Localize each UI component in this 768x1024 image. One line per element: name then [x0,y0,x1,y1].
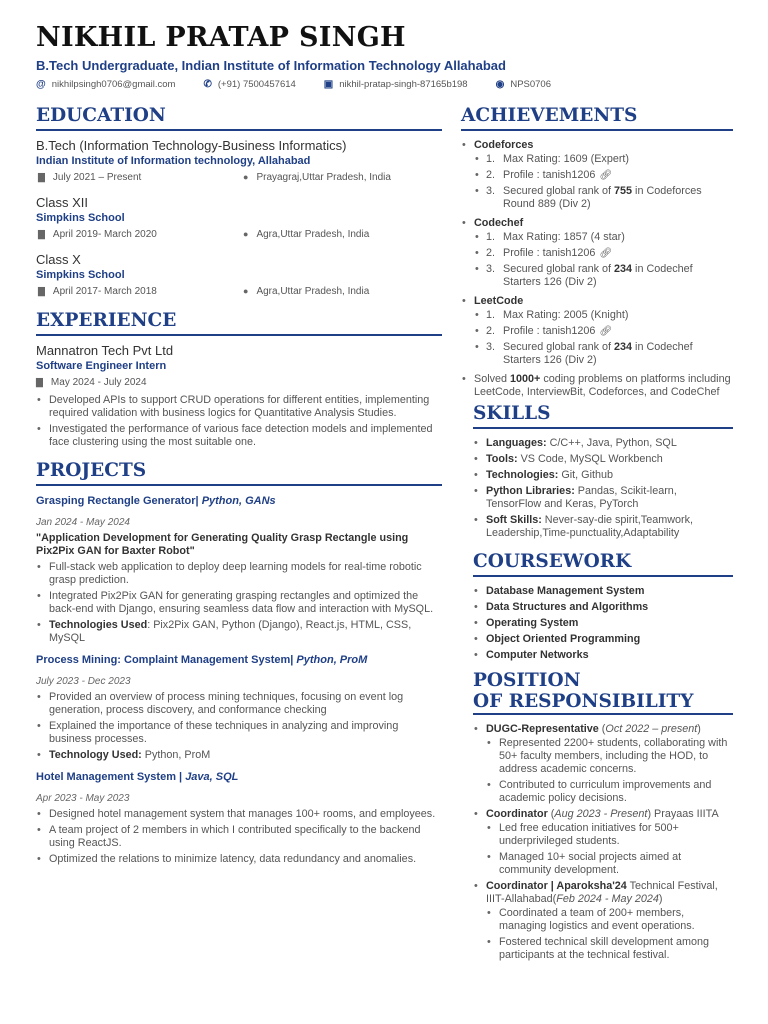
list-item: • Full-stack web application to deploy deep learning models for real-time robotic grasp prediction. [36,561,442,587]
experience-bullets [36,394,442,449]
used-value: Python, ProM [141,749,211,761]
link-icon[interactable]: 🔗︎ [599,170,613,181]
skill-label: Technologies: [486,469,559,481]
list-item: • Developed APIs to support CRUD operations for different entities, implementing required validation with business logics for Quantitative Analysis Studies. [36,394,442,420]
linkedin-icon: ▣ [323,79,334,90]
achievement-details [474,153,733,211]
section-title-skills: SKILLS [473,402,733,429]
list-item: • Designed hotel management system that manages 100+ rooms, and employees. [36,808,442,821]
education-institution: Indian Institute of Information technology, Allahabad [36,155,311,167]
project-name: Process Mining: Complaint Management System| [36,654,294,666]
list-item: • 3. Secured global rank of 234 in Codechef Starters 126 (Div 2) [474,263,733,289]
list-item [473,469,733,482]
achievement-details [474,309,733,367]
position-role: Coordinator [486,808,548,820]
section-title-projects: PROJECTS [36,459,442,486]
position-role: DUGC-Representative [486,723,599,735]
github-icon: ◉ [495,79,505,90]
profile-text: Profile : tanish1206 [503,169,596,181]
location-pin-icon: ● [243,229,249,239]
list-item: • Led free education initiatives for 500+ underprivileged students. [486,822,733,848]
education-date: July 2021 – Present [52,172,142,183]
list-item [473,437,733,450]
achievement-platform: Codeforces [474,139,534,151]
project-name: Hotel Management System | [36,771,183,783]
list-item[interactable]: • 2. Profile : tanish1206 🔗︎ [474,247,733,260]
list-item [473,585,733,598]
calendar-icon: ▇ [38,286,45,296]
list-item: • 3. Secured global rank of 755 in Codeforces Round 889 (Div 2) [474,185,733,211]
position-org: Prayaas IIITA [651,808,719,820]
position-subitems [486,907,733,962]
rating-text: Max Rating: 2005 (Knight) [503,309,629,321]
position-item: • Coordinator | Aparoksha'24 Technical Festival, IIIT-Allahabad(Feb 2024 - May 2024) • Coordinated a team of 200+ members, managing logistics and event operations. • Fostered technical skill development among participants at the technical festival. [473,880,733,962]
section-title-experience: EXPERIENCE [36,309,442,336]
education-institution: Simpkins School [36,269,125,281]
project-title [36,494,442,508]
github-text: NPS0706 [510,79,551,90]
position-date: Aug 2023 - Present [554,808,648,820]
link-icon[interactable]: 🔗︎ [599,248,613,259]
left-column [36,104,442,869]
skill-label: Python Libraries: [486,485,575,497]
project-tech: Python, ProM [296,654,368,666]
position-list [473,723,733,962]
position-date: Feb 2024 - May 2024 [556,893,659,905]
achievement-group [461,139,733,211]
list-item [473,601,733,614]
project-title [36,653,442,667]
candidate-name: NIKHIL PRATAP SINGH [36,22,406,53]
list-item: • Fostered technical skill development among participants at the technical festival. [486,936,733,962]
list-item: • Provided an overview of process mining techniques, focusing on event log generation, process discovery, and conformance checking [36,691,442,717]
phone-icon: ✆ [203,79,212,90]
position-title-line2: OF RESPONSIBILITY [473,691,694,712]
project-date: Apr 2023 - May 2023 [36,793,130,804]
list-item: • 1. Max Rating: 1609 (Expert) [474,153,733,166]
education-degree: Class X [36,252,81,267]
list-item: • Managed 10+ social projects aimed at community development. [486,851,733,877]
list-item: • A team project of 2 members in which I contributed specifically to the backend using ReactJS. [36,824,442,850]
linkedin-text: nikhil-pratap-singh-87165b198 [339,79,468,90]
list-item: • Represented 2200+ students, collaborating with 50+ faculty members, including the HOD, to address academic concerns. [486,737,733,776]
skill-value: VS Code, MySQL Workbench [517,453,663,465]
location-pin-icon: ● [243,286,249,296]
education-institution: Simpkins School [36,212,125,224]
skill-value: Never-say-die spirit,Teamwork, Leadership,Time-punctuality,Adaptability [486,514,693,539]
contact-github[interactable] [496,79,551,90]
rank-pre: Secured global rank of [503,185,615,197]
list-item [473,649,733,662]
education-meta [36,283,442,300]
project-headline: "Application Development for Generating Quality Grasp Rectangle using Pix2Pix GAN for Baxter Robot" [36,532,409,557]
project-date: July 2023 - Dec 2023 [36,676,131,687]
project-name: Grasping Rectangle Generator| [36,495,199,507]
list-item: • Integrated Pix2Pix GAN for generating grasping rectangles and optimized the back-end with Django, ensuring seamless data flow and interaction with MySQL. [36,590,442,616]
course-name: Data Structures and Algorithms [486,601,649,613]
phone-text: (+91) 7500457614 [217,79,296,90]
calendar-icon: ▇ [38,172,45,182]
coursework-list [473,585,733,662]
solved-pre: Solved [474,373,511,385]
rank-value: 234 [614,263,633,275]
achievement-list [461,139,733,399]
skills-list [473,437,733,540]
achievement-group [461,295,733,367]
at-icon: @ [36,79,46,90]
experience-role: Software Engineer Intern [36,360,167,372]
list-item: • Contributed to curriculum improvements and academic policy decisions. [486,779,733,805]
skill-value: C/C++, Java, Python, SQL [546,437,677,449]
education-meta [36,226,442,243]
achievement-details [474,231,733,289]
course-name: Computer Networks [486,649,589,661]
solved-post: coding problems on platforms including LeetCode, InterviewBit, Codeforces, and CodeChef [474,373,731,398]
list-item: • Investigated the performance of various face detection models and implemented face clustering using the most suitable one. [36,423,442,449]
calendar-icon: ▇ [36,377,43,387]
project-tech: Java, SQL [185,771,239,783]
course-name: Operating System [486,617,579,629]
profile-text: Profile : tanish1206 [503,325,596,337]
skill-value: Git, Github [558,469,613,481]
solved-count: 1000+ [510,373,541,385]
rating-text: Max Rating: 1609 (Expert) [503,153,630,165]
project-date: Jan 2024 - May 2024 [36,517,130,528]
skill-label: Languages: [486,437,547,449]
list-item: • Optimized the relations to minimize latency, data redundancy and anomalies. [36,853,442,866]
list-item [473,617,733,630]
right-column [461,104,733,965]
contact-email[interactable] [36,79,175,90]
location-pin-icon: ● [243,172,249,182]
education-degree: Class XII [36,195,89,210]
list-item [473,633,733,646]
contact-bar [36,79,579,90]
list-item [36,749,442,762]
rank-post: in Codechef Starters 126 (Div 2) [503,341,693,366]
achievement-platform: Codechef [474,217,524,229]
project-bullets [36,691,442,762]
course-name: Database Management System [486,585,645,597]
achievement-solved [461,373,733,399]
education-date: April 2019- March 2020 [52,229,157,240]
list-item[interactable]: • 2. Profile : tanish1206 🔗︎ [474,169,733,182]
position-subitems [486,822,733,877]
position-subitems [486,737,733,805]
rank-value: 234 [614,341,633,353]
link-icon[interactable]: 🔗︎ [599,326,613,337]
skill-label: Tools: [486,453,518,465]
rank-post: in Codeforces Round 889 (Div 2) [503,185,702,210]
list-item: • 1. Max Rating: 2005 (Knight) [474,309,733,322]
rank-post: in Codechef Starters 126 (Div 2) [503,263,693,288]
email-text: nikhilpsingh0706@gmail.com [51,79,176,90]
education-location: Agra,Uttar Pradesh, India [256,286,370,297]
profile-text: Profile : tanish1206 [503,247,596,259]
list-item [473,453,733,466]
project-title [36,770,442,784]
position-title-line1: POSITION [473,670,581,691]
list-item[interactable]: • 2. Profile : tanish1206 🔗︎ [474,325,733,338]
education-location: Prayagraj,Uttar Pradesh, India [256,172,391,183]
used-label: Technologies Used [49,619,148,631]
education-item [36,195,442,243]
section-title-coursework: COURSEWORK [473,550,733,577]
position-item: • Coordinator (Aug 2023 - Present) Prayaas IIITA • Led free education initiatives for 500+ underprivileged students. • Managed 10+ social projects aimed at community development. [473,808,733,877]
experience-meta [36,374,442,391]
list-item: • Explained the importance of these techniques in analyzing and improving business processes. [36,720,442,746]
education-location: Agra,Uttar Pradesh, India [256,229,370,240]
contact-phone[interactable] [203,79,295,90]
section-title-position [473,670,733,715]
calendar-icon: ▇ [38,229,45,239]
education-meta [36,169,442,186]
rank-pre: Secured global rank of [503,263,615,275]
list-item: • Coordinated a team of 200+ members, managing logistics and event operations. [486,907,733,933]
achievement-group [461,217,733,289]
position-org: Technical Festival, IIIT-Allahabad [486,880,718,905]
section-title-education: EDUCATION [36,104,442,131]
section-title-achievements: ACHIEVEMENTS [461,104,733,131]
position-role: Coordinator | Aparoksha'24 [486,880,627,892]
rank-value: 755 [614,185,633,197]
rank-pre: Secured global rank of [503,341,615,353]
position-date: Oct 2022 – present [605,723,698,735]
list-item: • 1. Max Rating: 1857 (4 star) [474,231,733,244]
skill-value: Pandas, Scikit-learn, TensorFlow and Keras, PyTorch [486,485,677,510]
list-item: • 3. Secured global rank of 234 in Codechef Starters 126 (Div 2) [474,341,733,367]
project-bullets [36,808,442,866]
education-date: April 2017- March 2018 [52,286,157,297]
list-item [473,514,733,540]
experience-company: Mannatron Tech Pvt Ltd [36,343,174,358]
education-item [36,138,442,186]
list-item [473,485,733,511]
skill-label: Soft Skills: [486,514,542,526]
education-degree: B.Tech (Information Technology-Business Informatics) [36,138,347,153]
project-bullets [36,561,442,645]
candidate-subtitle: B.Tech Undergraduate, Indian Institute of Information Technology Allahabad [36,58,506,73]
education-item [36,252,442,300]
position-item: • DUGC-Representative (Oct 2022 – present) • Represented 2200+ students, collaborating with 50+ faculty members, including the HOD, to address academic concerns. • Contributed to curriculum improvements and academic policy decisions. [473,723,733,805]
course-name: Object Oriented Programming [486,633,641,645]
experience-date: May 2024 - July 2024 [50,377,147,388]
used-label: Technology Used: [49,749,142,761]
achievement-platform: LeetCode [474,295,524,307]
rating-text: Max Rating: 1857 (4 star) [503,231,625,243]
used-value: : Pix2Pix GAN, Python (Django), React.js, HTML, CSS, MySQL [49,619,412,644]
contact-linkedin[interactable] [324,79,468,90]
list-item [36,619,442,645]
project-tech: Python, GANs [201,495,276,507]
